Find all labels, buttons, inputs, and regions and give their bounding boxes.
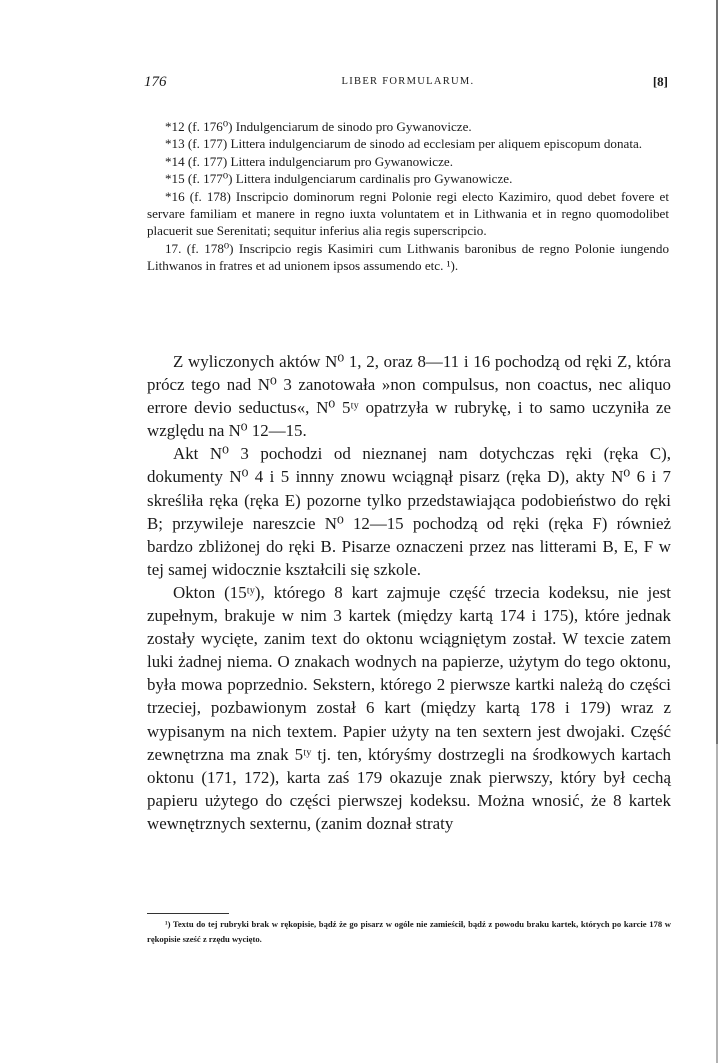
list-item: *16 (f. 178) Inscripcio dominorum regni Polonie regi electo Kazimiro, quod debet fovere et servare familiam et manere in regno iuxta voluntatem et in Lithwania et in regno quomodolibet placuerit sue Serenitati; sequitur inferius alia regis superscripcio.	[147, 188, 669, 239]
scan-edge-line	[716, 0, 718, 1063]
list-item: *12 (f. 176⁰) Indulgenciarum de sinodo pro Gywanovicze.	[165, 119, 472, 134]
list-item: *14 (f. 177) Littera indulgenciarum pro Gywanowicze.	[165, 153, 453, 169]
footnote-divider	[147, 913, 229, 914]
paragraph: Akt N⁰ 3 pochodzi od nieznanej nam dotychczas ręki (ręka C), dokumenty N⁰ 4 i 5 innny znowu wciągnął pisarz (ręka D), akty N⁰ 6 i 7 skreśliła ręka (ręka E) pozorne tylko przedstawiająca podobieństwo do ręki B; przywileje nareszcie N⁰ 12—15 pochodzą od ręki (ręka F) również bardzo zbliżonej do ręki B. Pisarze oznaczeni przez nas litterami B, E, F w tej samej widocznie kształcili się szkole.	[147, 444, 671, 579]
list-item: 17. (f. 178⁰) Inscripcio regis Kasimiri cum Lithwanis baronibus de regno Polonie iungendo Lithwanos in fratres et ad unionem ipsos assumendo etc. ¹).	[147, 240, 669, 274]
footnote-text: ¹) Textu do tej rubryki brak w rękopisie, bądź że go pisarz w ogóle nie zamieścił, bądź z powodu braku kartek, których po karcie 178 w rękopisie sześć z rzędu wycięto.	[147, 919, 671, 944]
paragraph: Z wyliczonych aktów N⁰ 1, 2, oraz 8—11 i 16 pochodzą od ręki Z, która prócz tego nad N⁰ 3 zanotowała »non compulsus, non coactus, nec aliquo errore devio seductus«, N⁰ 5ᵗʸ opatrzyła w rubrykę, i to samo uczyniła ze względu na N⁰ 12—15.	[147, 352, 671, 441]
running-head	[144, 70, 672, 90]
running-title: LIBER FORMULARUM.	[341, 76, 475, 87]
section-mark: [8]	[652, 74, 668, 89]
footnote	[147, 917, 671, 947]
page-number: 176	[144, 74, 167, 90]
list-item: *13 (f. 177) Littera indulgenciarum de sinodo ad ecclesiam per aliquem episcopum donata.	[165, 136, 643, 152]
paragraph: Okton (15ᵗʸ), którego 8 kart zajmuje część trzecia kodeksu, nie jest zupełnym, brakuje w nim 3 kartek (między kartą 174 i 175), które jednak zostały wycięte, zanim text do oktonu wciągniętym został. W texcie zatem luki żadnej niema. O znakach wodnych na papierze, użytym do tego oktonu, była mowa poprzednio. Sekstern, którego 2 pierwsze kartki należą do części trzeciej, pozbawionym został 6 kart (między kartą 178 i 179) wraz z wypisanym na nich textem. Papier użyty na ten sextern jest dwojaki. Część zewnętrzna ma znak 5ᵗʸ tj. ten, któryśmy dostrzegli na środkowych kartach oktonu (171, 172), karta zaś 179 okazuje znak pierwszy, który był cechą papieru użytego do części pierwszej kodeksu. Można wnosić, że 8 kartek wewnętrznych sexternu, (zanim doznał straty	[147, 582, 671, 833]
document-list	[147, 118, 669, 275]
list-item: *15 (f. 177⁰) Littera indulgenciarum cardinalis pro Gywanowicze.	[165, 171, 513, 187]
body-text	[147, 350, 671, 835]
